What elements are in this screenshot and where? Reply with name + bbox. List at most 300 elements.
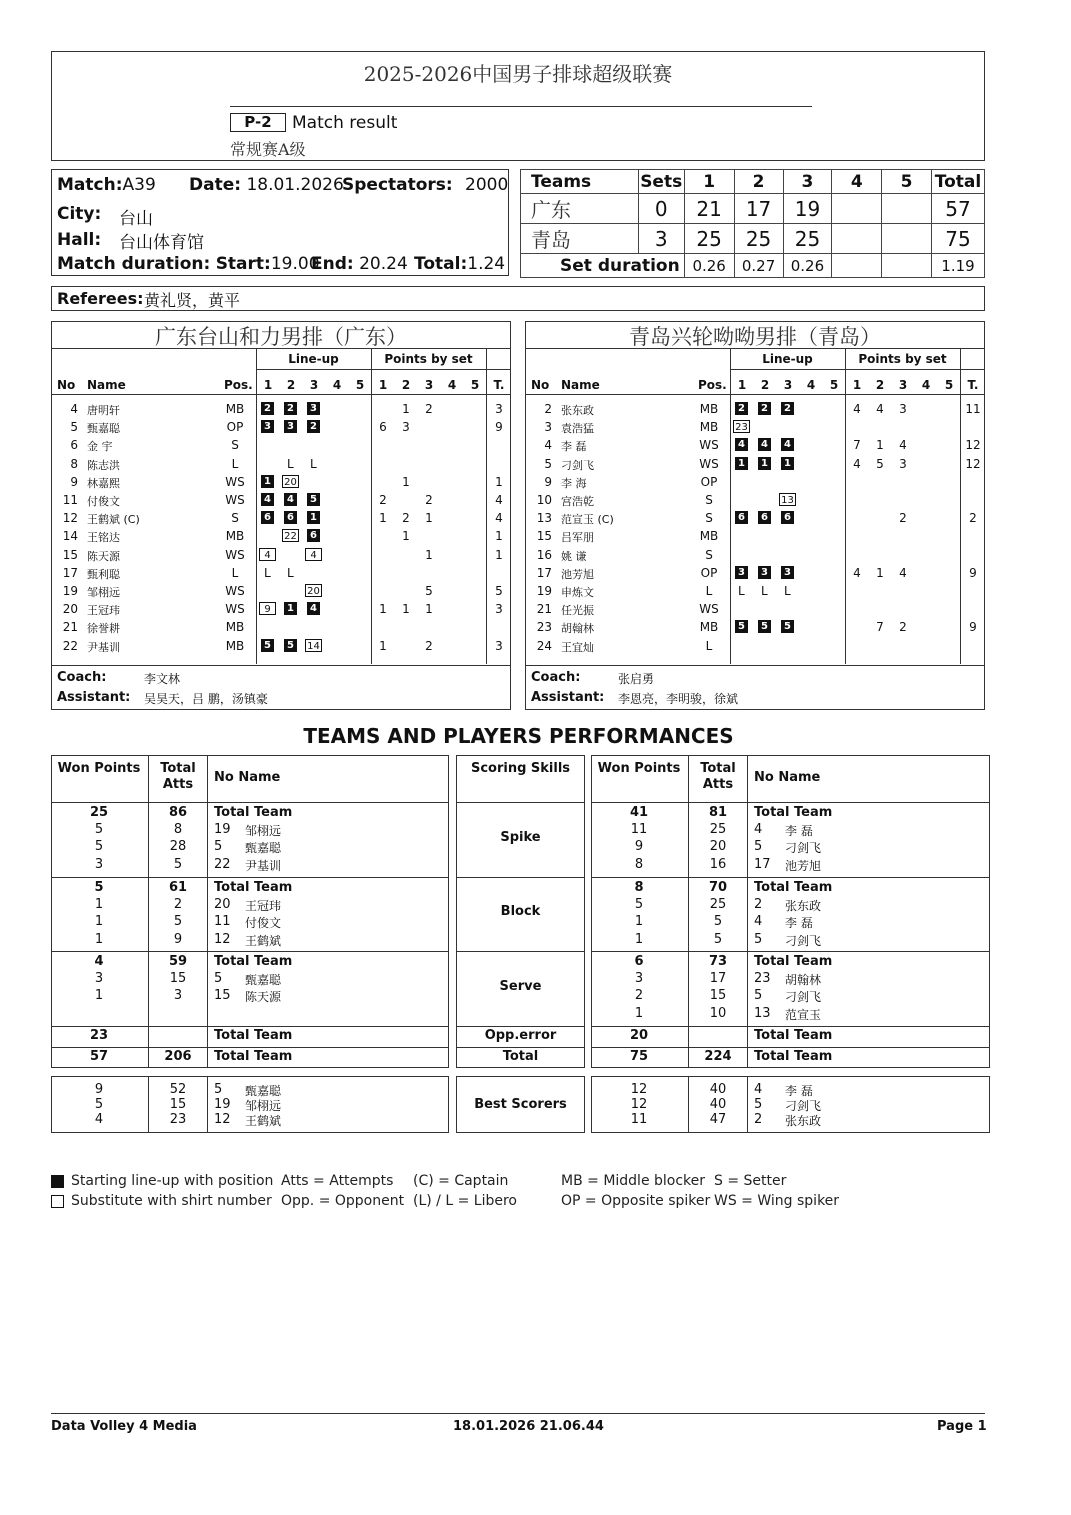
player-position: MB bbox=[225, 638, 245, 653]
score-row-team-b bbox=[521, 224, 985, 254]
substitute-square: 4 bbox=[305, 548, 322, 561]
total-value: 1.24 bbox=[467, 254, 506, 274]
points-set-1: 1 bbox=[379, 638, 387, 653]
starting-position-square: 4 bbox=[284, 493, 297, 506]
total-atts: 40 bbox=[709, 1082, 727, 1097]
player-name: 范宣玉 (C) bbox=[561, 513, 614, 527]
player-total-points: 12 bbox=[965, 456, 981, 471]
starting-position-square: 3 bbox=[781, 566, 794, 579]
starting-position-square: 4 bbox=[781, 438, 794, 451]
player-number: 13 bbox=[754, 1005, 771, 1021]
total-team-label: Total Team bbox=[214, 1028, 293, 1043]
won-points-header: Won Points bbox=[57, 761, 141, 776]
player-number: 19 bbox=[214, 1097, 231, 1112]
player-row bbox=[526, 491, 984, 509]
substitute-square: 23 bbox=[733, 420, 750, 433]
player-number: 5 bbox=[214, 1082, 223, 1097]
player-name: 刁剑飞 bbox=[785, 933, 822, 948]
team-name: 青岛 bbox=[521, 224, 639, 254]
perf-divider bbox=[52, 1026, 448, 1027]
player-number: 4 bbox=[754, 1082, 763, 1097]
player-name: 王冠玮 bbox=[87, 604, 120, 618]
points-set-1: 4 bbox=[853, 456, 861, 471]
player-name: 甄嘉聪 bbox=[245, 973, 282, 988]
player-name: 王鹤斌 bbox=[245, 1114, 282, 1128]
player-position: WS bbox=[225, 584, 245, 598]
points-set-3: 3 bbox=[899, 402, 907, 416]
player-name: 李 磊 bbox=[785, 916, 813, 931]
starting-position-square: 1 bbox=[284, 602, 297, 615]
player-name: 陈志洪 bbox=[87, 458, 120, 472]
points-set-1: 1 bbox=[379, 511, 387, 526]
perf-divider bbox=[592, 1026, 989, 1027]
date-value: 18.01.2026 bbox=[246, 175, 344, 195]
won-points: 9 bbox=[634, 839, 644, 855]
col-no: No bbox=[531, 378, 550, 392]
won-points: 57 bbox=[89, 1049, 109, 1064]
player-row bbox=[526, 527, 984, 545]
points-set-2: 1 bbox=[876, 438, 884, 453]
libero-mark: L bbox=[784, 584, 791, 598]
total-atts: 28 bbox=[169, 839, 187, 855]
points-set-1: 4 bbox=[853, 402, 861, 416]
starting-position-square: 3 bbox=[735, 566, 748, 579]
player-row bbox=[526, 618, 984, 636]
phase-label: 常规赛A级 bbox=[230, 140, 306, 159]
team-name-title: 青岛兴轮呦呦男排（青岛） bbox=[629, 325, 881, 349]
score-header-cell: 3 bbox=[783, 170, 832, 194]
perf-divider bbox=[592, 877, 989, 878]
no-name-header: No Name bbox=[214, 770, 281, 785]
starting-position-square: 6 bbox=[781, 511, 794, 524]
total-team-label: Total Team bbox=[214, 1049, 293, 1064]
referees-box bbox=[51, 286, 985, 311]
points-set-3: 2 bbox=[899, 620, 907, 635]
player-row bbox=[52, 600, 510, 618]
player-name: 姚 谦 bbox=[561, 549, 587, 563]
no-name-header: No Name bbox=[754, 770, 821, 785]
total-team-label: Total Team bbox=[754, 805, 833, 820]
col-set-5: 5 bbox=[470, 378, 480, 392]
coach-name: 李文林 bbox=[144, 672, 181, 686]
substitute-square: 20 bbox=[282, 475, 299, 488]
match-info-box bbox=[51, 169, 509, 276]
player-number: 5 bbox=[70, 420, 78, 435]
score-cell-sets: 3 bbox=[638, 224, 684, 254]
player-name: 陈天源 bbox=[87, 549, 120, 563]
player-number: 20 bbox=[214, 897, 231, 913]
score-row-team-a bbox=[521, 194, 985, 224]
player-row bbox=[52, 418, 510, 436]
player-row bbox=[526, 509, 984, 527]
player-number: 5 bbox=[214, 839, 223, 855]
legend-op: OP = Opposite spiker bbox=[561, 1193, 711, 1209]
start-label: Start: bbox=[215, 254, 271, 274]
starting-position-square: 6 bbox=[261, 511, 274, 524]
player-total-points: 4 bbox=[495, 493, 503, 507]
total-team-label: Total Team bbox=[754, 880, 833, 895]
player-number: 4 bbox=[754, 914, 763, 930]
player-position: WS bbox=[225, 602, 245, 617]
player-name: 王鹤斌 bbox=[245, 933, 282, 948]
won-points: 41 bbox=[629, 805, 649, 820]
legend-captain: (C) = Captain bbox=[413, 1173, 509, 1189]
lineup-header: Line-up bbox=[762, 352, 813, 366]
player-name: 付俊文 bbox=[245, 916, 282, 931]
col-set-5: 5 bbox=[829, 378, 839, 392]
col-set-4: 4 bbox=[332, 378, 342, 392]
player-name: 刁剑飞 bbox=[561, 458, 594, 472]
player-name: 李 磊 bbox=[785, 824, 813, 839]
won-points: 1 bbox=[94, 931, 104, 947]
total-atts: 5 bbox=[173, 914, 183, 930]
player-position: WS bbox=[699, 602, 719, 617]
starting-position-square: 4 bbox=[307, 602, 320, 615]
player-number: 19 bbox=[214, 822, 231, 838]
total-atts: 17 bbox=[709, 971, 727, 987]
player-number: 5 bbox=[754, 931, 763, 947]
col-set-2: 2 bbox=[401, 378, 411, 392]
player-name: 申炼文 bbox=[561, 586, 594, 599]
player-position: S bbox=[231, 511, 239, 526]
player-name: 甄嘉聪 bbox=[245, 841, 282, 856]
player-position: L bbox=[231, 456, 239, 471]
player-position: MB bbox=[699, 420, 719, 435]
libero-mark: L bbox=[761, 584, 768, 598]
libero-mark: L bbox=[310, 456, 317, 471]
col-set-1: 1 bbox=[852, 378, 862, 392]
player-name: 王冠玮 bbox=[245, 899, 282, 914]
player-name: 陈天源 bbox=[245, 990, 282, 1005]
skill-serve: Serve bbox=[499, 978, 542, 994]
total-atts: 25 bbox=[709, 822, 727, 838]
points-set-3: 4 bbox=[899, 438, 907, 453]
col-name: Name bbox=[561, 378, 600, 392]
total-team-label: Total Team bbox=[754, 1049, 833, 1064]
total-atts: 206 bbox=[164, 1049, 192, 1064]
col-pos: Pos. bbox=[224, 378, 253, 392]
player-name: 胡翰林 bbox=[785, 973, 822, 988]
performance-title: TEAMS AND PLAYERS PERFORMANCES bbox=[303, 724, 734, 748]
player-name: 金 宇 bbox=[87, 440, 113, 454]
starting-position-square: 5 bbox=[735, 620, 748, 633]
won-points: 1 bbox=[634, 931, 644, 947]
team-b-roster bbox=[525, 321, 985, 710]
player-row bbox=[52, 546, 510, 564]
perf-divider bbox=[52, 1047, 448, 1048]
player-number: 17 bbox=[754, 856, 771, 872]
won-points: 1 bbox=[634, 1005, 644, 1021]
total-atts: 5 bbox=[713, 931, 723, 947]
score-cell-total: 57 bbox=[931, 194, 984, 224]
points-set-1: 1 bbox=[379, 602, 387, 617]
won-points: 5 bbox=[634, 897, 644, 913]
won-points: 1 bbox=[94, 914, 104, 930]
perf-column-line bbox=[148, 1077, 149, 1132]
total-team-label: Total Team bbox=[214, 805, 293, 820]
player-name: 甄嘉聪 bbox=[87, 422, 120, 436]
end-value: 20.24 bbox=[359, 254, 408, 274]
total-row bbox=[414, 254, 505, 274]
won-points: 2 bbox=[634, 988, 644, 1004]
col-set-2: 2 bbox=[760, 378, 770, 392]
date-row bbox=[189, 175, 344, 195]
perf-divider bbox=[592, 802, 989, 803]
player-name: 徐誉耕 bbox=[87, 622, 120, 636]
won-points: 8 bbox=[634, 856, 644, 872]
player-name: 张东政 bbox=[785, 1114, 822, 1128]
set-duration-cell bbox=[832, 254, 882, 278]
perf-divider bbox=[592, 1047, 989, 1048]
points-set-3: 2 bbox=[899, 511, 907, 526]
points-set-1: 4 bbox=[853, 565, 861, 580]
player-position: WS bbox=[225, 474, 245, 489]
legend-atts: Atts = Attempts bbox=[281, 1173, 394, 1189]
col-pos: Pos. bbox=[698, 378, 727, 392]
player-position: S bbox=[705, 493, 713, 507]
starting-position-square: 2 bbox=[284, 402, 297, 415]
player-position: MB bbox=[699, 402, 719, 416]
player-number: 2 bbox=[754, 1112, 763, 1127]
skill-best-scorers: Best Scorers bbox=[474, 1097, 567, 1112]
col-set-4: 4 bbox=[447, 378, 457, 392]
player-row bbox=[526, 546, 984, 564]
starting-position-square: 5 bbox=[307, 493, 320, 506]
player-number: 16 bbox=[536, 547, 552, 562]
player-position: OP bbox=[700, 565, 718, 580]
total-atts: 81 bbox=[708, 805, 728, 820]
won-points: 9 bbox=[94, 1082, 104, 1097]
player-number: 15 bbox=[536, 529, 552, 544]
score-cell-s1: 21 bbox=[684, 194, 734, 224]
roster-divider bbox=[52, 394, 510, 395]
points-set-2: 3 bbox=[402, 420, 410, 435]
player-name: 李 磊 bbox=[785, 1084, 813, 1098]
col-name: Name bbox=[87, 378, 126, 392]
score-header-cell: 2 bbox=[734, 170, 783, 194]
player-total-points: 9 bbox=[969, 620, 977, 635]
won-points: 3 bbox=[94, 971, 104, 987]
player-number: 23 bbox=[754, 971, 771, 987]
starting-position-square: 2 bbox=[758, 402, 771, 415]
skill-block: Block bbox=[500, 904, 541, 919]
points-set-2: 1 bbox=[876, 565, 884, 580]
won-points: 75 bbox=[629, 1049, 649, 1064]
starting-position-square: 6 bbox=[307, 529, 320, 542]
player-row bbox=[526, 582, 984, 600]
player-number: 19 bbox=[62, 584, 78, 598]
total-atts: 9 bbox=[173, 931, 183, 947]
starting-position-square: 2 bbox=[307, 420, 320, 433]
total-atts: 15 bbox=[169, 971, 187, 987]
col-set-5: 5 bbox=[944, 378, 954, 392]
score-header-cell: Teams bbox=[521, 170, 639, 194]
total-atts: 16 bbox=[709, 856, 727, 872]
roster-divider bbox=[526, 394, 984, 395]
won-points: 12 bbox=[630, 1097, 648, 1112]
player-row bbox=[52, 564, 510, 582]
total-team-label: Total Team bbox=[214, 954, 293, 969]
score-cell-s3: 19 bbox=[783, 194, 832, 224]
player-position: S bbox=[705, 511, 713, 526]
substitute-square: 13 bbox=[779, 493, 796, 506]
assistant-names: 吴昊天，吕 鹏，汤镇豪 bbox=[144, 692, 268, 706]
footer-timestamp: 18.01.2026 21.06.44 bbox=[453, 1419, 604, 1434]
points-set-3: 2 bbox=[425, 493, 433, 507]
points-set-1: 6 bbox=[379, 420, 387, 435]
player-row bbox=[526, 436, 984, 454]
col-set-3: 3 bbox=[898, 378, 908, 392]
total-team-label: Total Team bbox=[214, 880, 293, 895]
player-number: 11 bbox=[62, 493, 78, 507]
score-header-cell: Sets bbox=[640, 171, 683, 192]
player-number: 17 bbox=[536, 565, 552, 580]
total-atts: 10 bbox=[709, 1005, 727, 1021]
player-total-points: 3 bbox=[495, 602, 503, 617]
total-atts: 40 bbox=[709, 1097, 727, 1112]
points-set-2: 1 bbox=[402, 529, 410, 544]
player-row bbox=[526, 600, 984, 618]
end-label: End: bbox=[311, 254, 354, 274]
player-name: 张东政 bbox=[785, 899, 822, 914]
player-row bbox=[52, 491, 510, 509]
points-set-2: 2 bbox=[402, 511, 410, 526]
city-label: City: bbox=[57, 204, 102, 224]
player-number: 22 bbox=[214, 856, 231, 872]
player-position: L bbox=[231, 565, 239, 580]
legend-libero: (L) / L = Libero bbox=[413, 1193, 517, 1209]
starting-position-square: 5 bbox=[781, 620, 794, 633]
player-name: 李 海 bbox=[561, 476, 587, 490]
player-total-points: 3 bbox=[495, 638, 503, 653]
player-position: WS bbox=[225, 493, 245, 507]
player-total-points: 3 bbox=[495, 402, 503, 416]
player-row bbox=[52, 527, 510, 545]
player-number: 10 bbox=[536, 493, 552, 507]
points-by-set-header: Points by set bbox=[858, 352, 947, 366]
libero-mark: L bbox=[287, 456, 294, 471]
legend-substitute: Substitute with shirt number bbox=[71, 1193, 272, 1209]
score-cell-s3: 25 bbox=[783, 224, 832, 254]
col-set-3: 3 bbox=[309, 378, 319, 392]
points-set-2: 4 bbox=[876, 402, 884, 416]
perf-column-line bbox=[207, 1077, 208, 1132]
starting-position-square: 5 bbox=[758, 620, 771, 633]
header-divider bbox=[230, 106, 812, 107]
total-label: Total: bbox=[414, 254, 468, 274]
player-position: MB bbox=[699, 620, 719, 635]
score-header-cell: 5 bbox=[882, 170, 932, 194]
skill-opp-error: Opp.error bbox=[484, 1028, 557, 1043]
starting-position-square: 3 bbox=[284, 420, 297, 433]
perf-divider bbox=[592, 951, 989, 952]
player-name: 尹基训 bbox=[245, 858, 282, 873]
player-row bbox=[52, 436, 510, 454]
perf-column-line bbox=[207, 756, 208, 1067]
starting-position-square: 1 bbox=[735, 457, 748, 470]
won-points: 3 bbox=[94, 856, 104, 872]
player-number: 12 bbox=[214, 1112, 231, 1127]
player-number: 21 bbox=[536, 602, 552, 617]
player-row bbox=[526, 564, 984, 582]
coach-label: Coach: bbox=[531, 670, 581, 685]
col-set-3: 3 bbox=[783, 378, 793, 392]
player-name: 刁剑飞 bbox=[785, 990, 822, 1005]
score-header-row bbox=[521, 170, 985, 194]
player-row bbox=[526, 473, 984, 491]
lineup-header: Line-up bbox=[288, 352, 339, 366]
starting-position-square: 5 bbox=[284, 639, 297, 652]
player-name: 邹栩远 bbox=[245, 824, 282, 839]
doc-code-badge: P-2 bbox=[230, 113, 286, 132]
player-name: 胡翰林 bbox=[561, 622, 594, 636]
player-name: 邹栩远 bbox=[87, 586, 120, 599]
player-row bbox=[52, 637, 510, 655]
perf-divider bbox=[52, 802, 448, 803]
won-points: 25 bbox=[89, 805, 109, 820]
player-number: 12 bbox=[214, 931, 231, 947]
substitute-square: 9 bbox=[259, 602, 276, 615]
player-name: 池芳旭 bbox=[785, 858, 822, 873]
points-set-3: 1 bbox=[425, 602, 433, 617]
player-name: 李 磊 bbox=[561, 440, 587, 454]
player-row bbox=[52, 400, 510, 418]
player-position: MB bbox=[225, 402, 245, 416]
player-position: S bbox=[705, 547, 713, 562]
total-team-label: Total Team bbox=[754, 1028, 833, 1043]
player-number: 17 bbox=[62, 565, 78, 580]
score-cell-s1: 25 bbox=[684, 224, 734, 254]
player-name: 付俊文 bbox=[87, 495, 120, 508]
duration-label: Match duration: bbox=[57, 254, 211, 274]
col-set-T.: T. bbox=[493, 378, 505, 392]
player-position: L bbox=[705, 584, 713, 598]
starting-position-square: 1 bbox=[781, 457, 794, 470]
footer-left: Data Volley 4 Media bbox=[51, 1419, 197, 1434]
score-header-cell: Total bbox=[931, 170, 984, 194]
total-atts-header: Total Atts bbox=[700, 761, 736, 792]
player-position: WS bbox=[699, 456, 719, 471]
total-atts: 86 bbox=[168, 805, 188, 820]
total-atts: 52 bbox=[169, 1082, 187, 1097]
player-number: 9 bbox=[70, 474, 78, 489]
won-points-header: Won Points bbox=[597, 761, 681, 776]
points-set-3: 2 bbox=[425, 638, 433, 653]
player-number: 9 bbox=[544, 474, 552, 489]
scoring-skills-header: Scoring Skills bbox=[470, 761, 571, 776]
player-number: 8 bbox=[70, 456, 78, 471]
total-atts: 15 bbox=[709, 988, 727, 1004]
player-number: 23 bbox=[536, 620, 552, 635]
starting-position-square: 2 bbox=[735, 402, 748, 415]
player-total-points: 12 bbox=[965, 438, 981, 453]
won-points: 23 bbox=[89, 1028, 109, 1043]
player-name: 王铭达 bbox=[87, 531, 120, 545]
player-number: 5 bbox=[544, 456, 552, 471]
legend-s: S = Setter bbox=[714, 1173, 787, 1189]
points-set-3: 1 bbox=[425, 547, 433, 562]
roster-divider bbox=[526, 348, 984, 349]
starting-position-square: 6 bbox=[284, 511, 297, 524]
won-points: 8 bbox=[634, 880, 644, 895]
player-number: 19 bbox=[536, 584, 552, 598]
player-name: 范宣玉 bbox=[785, 1007, 822, 1022]
player-row bbox=[526, 400, 984, 418]
player-number: 5 bbox=[754, 988, 763, 1004]
player-row bbox=[526, 637, 984, 655]
points-by-set-header: Points by set bbox=[384, 352, 473, 366]
col-set-1: 1 bbox=[263, 378, 273, 392]
